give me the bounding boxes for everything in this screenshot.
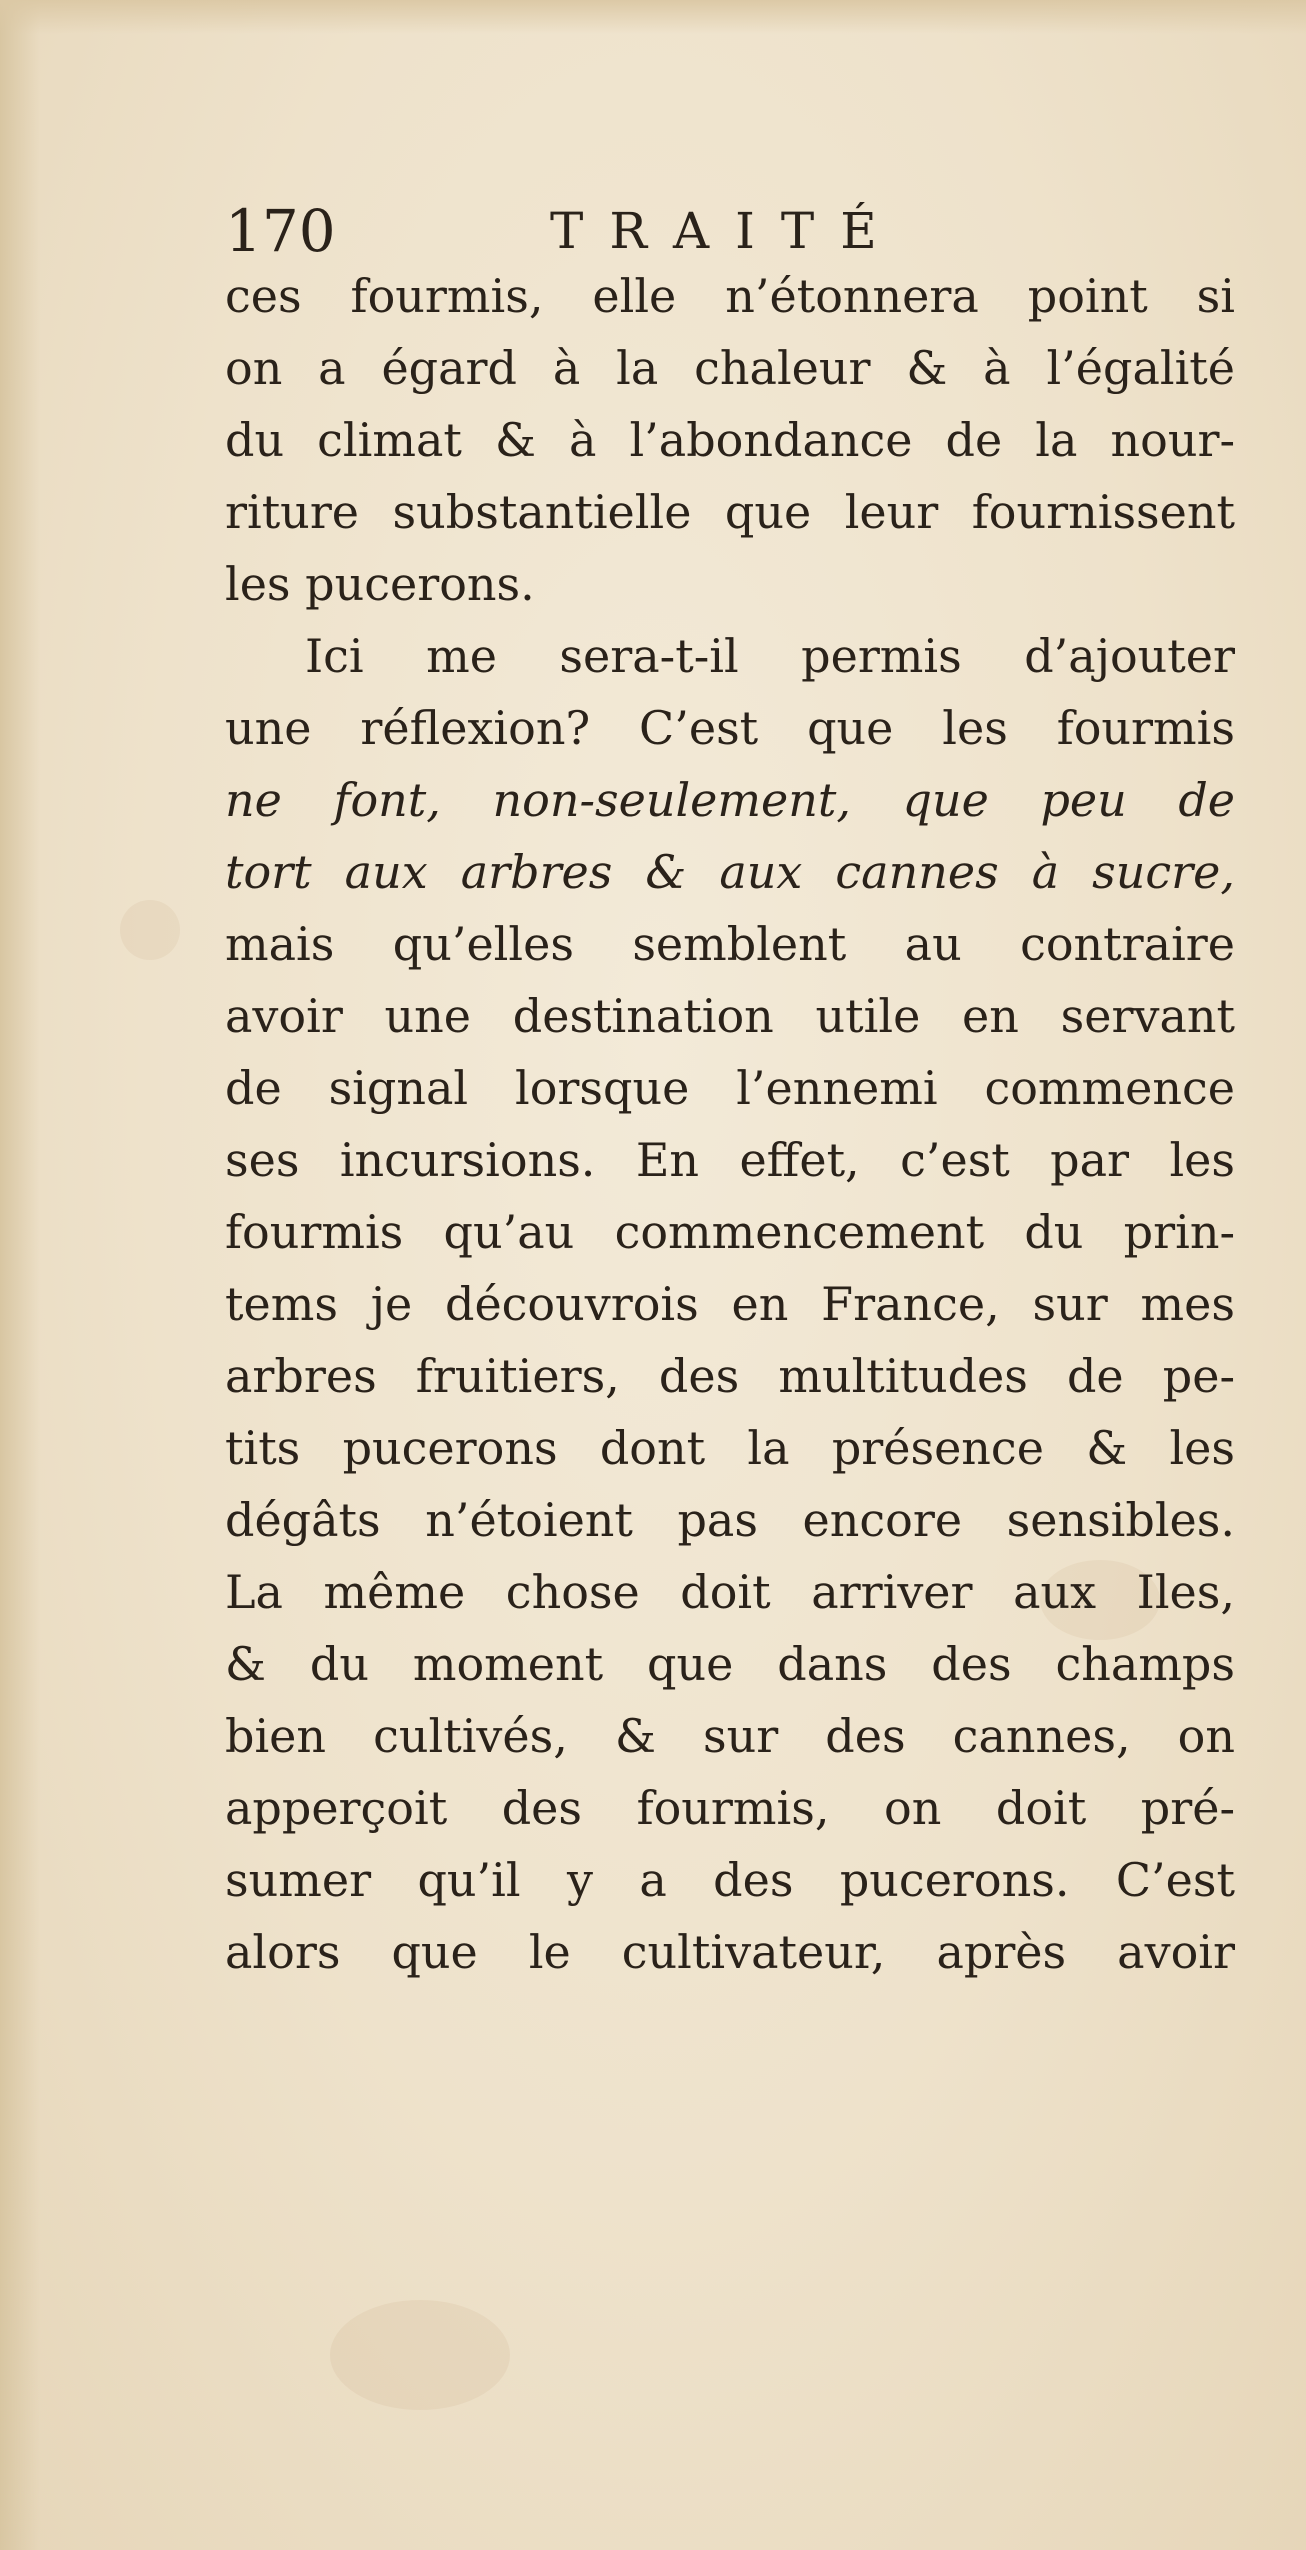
text-line: on a égard à la chaleur & à l’égalité	[225, 341, 1235, 395]
text-line: du climat & à l’abondance de la nour-	[225, 413, 1235, 467]
page-edge-shadow-top	[0, 0, 1306, 34]
text-line: & du moment que dans des champs	[225, 1637, 1235, 1691]
paper-stain	[330, 2300, 510, 2410]
text-line: une réflexion? C’est que les fourmis	[225, 701, 1235, 755]
page-edge-shadow-left	[0, 0, 40, 2550]
text-line: ces fourmis, elle n’étonnera point si	[225, 269, 1235, 323]
text-line: apperçoit des fourmis, on doit pré-	[225, 1781, 1235, 1835]
text-line: dégâts n’étoient pas encore sensibles.	[225, 1493, 1235, 1547]
text-line: Ici me sera-t-il permis d’ajouter	[305, 629, 1235, 683]
text-line: arbres fruitiers, des multitudes de pe-	[225, 1349, 1235, 1403]
page-header	[225, 196, 1125, 266]
paper-stain	[120, 900, 180, 960]
text-line: mais qu’elles semblent au contraire	[225, 917, 1235, 971]
text-line: fourmis qu’au commencement du prin-	[225, 1205, 1235, 1259]
text-line: ne font, non-seulement, que peu de	[225, 773, 1235, 827]
text-line: tort aux arbres & aux cannes à sucre,	[225, 845, 1235, 899]
text-line: La même chose doit arriver aux Iles,	[225, 1565, 1235, 1619]
running-title: TRAITÉ	[550, 202, 903, 260]
text-line: avoir une destination utile en servant	[225, 989, 1235, 1043]
text-line: de signal lorsque l’ennemi commence	[225, 1061, 1235, 1115]
text-line: alors que le cultivateur, après avoir	[225, 1925, 1235, 1979]
page-number: 170	[225, 197, 336, 265]
text-line: riture substantielle que leur fournissent	[225, 485, 1235, 539]
text-line: les pucerons.	[225, 557, 535, 611]
text-line: sumer qu’il y a des pucerons. C’est	[225, 1853, 1235, 1907]
text-line: bien cultivés, & sur des cannes, on	[225, 1709, 1235, 1763]
text-line: ses incursions. En effet, c’est par les	[225, 1133, 1235, 1187]
body-text	[225, 260, 1235, 1988]
text-line: tems je découvrois en France, sur mes	[225, 1277, 1235, 1331]
text-line: tits pucerons dont la présence & les	[225, 1421, 1235, 1475]
